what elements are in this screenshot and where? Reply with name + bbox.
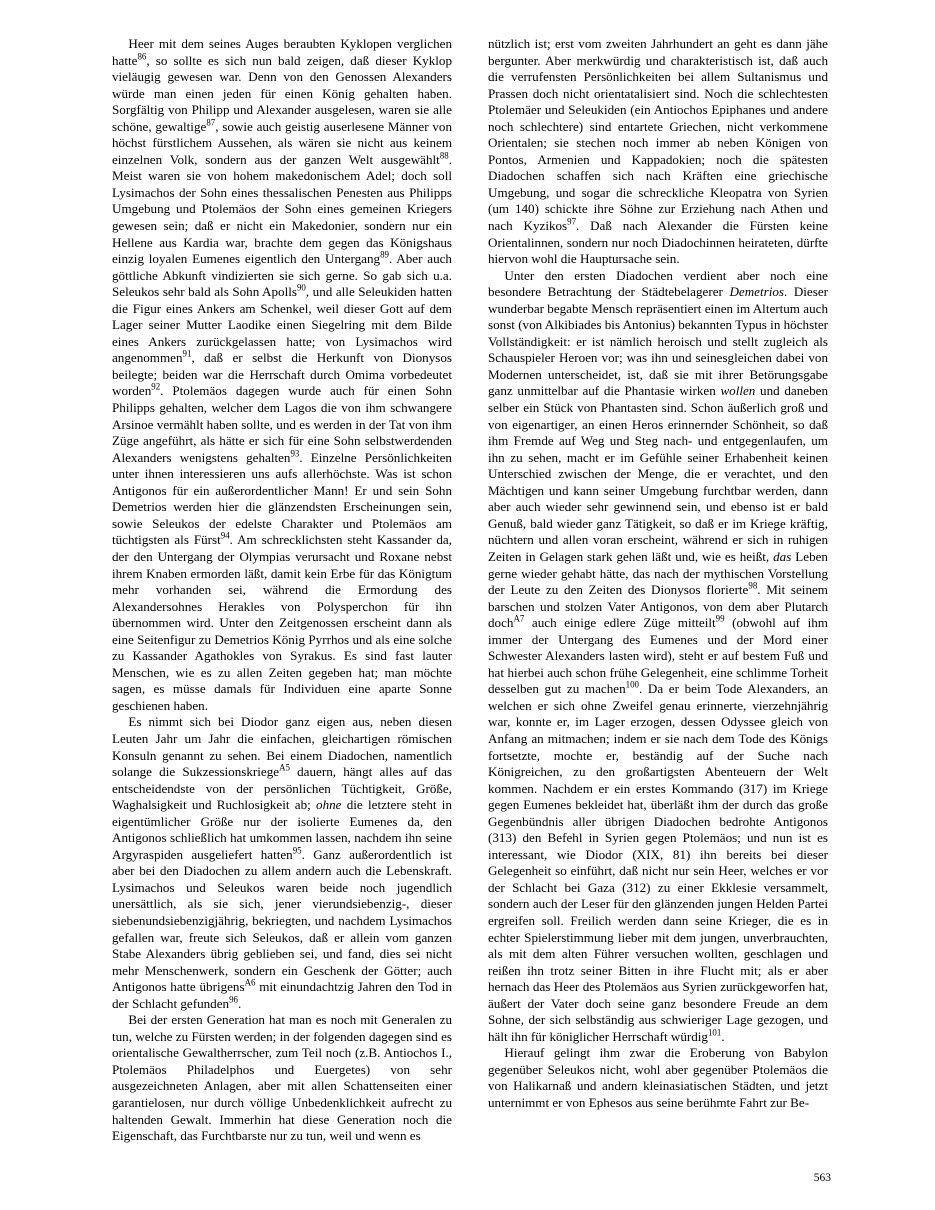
paragraph: Es nimmt sich bei Diodor ganz eigen aus, neben diesen Leuten Jahr um Jahr die einfachen, gleichartigen römischen Konsuln genannt zu sehen. Bei einem Diadochen, namentlich solange die Sukzessionskriege$^{A5}$ dauern, hängt alles auf das entscheidendste von der persönlichen Tüchtigkeit, Größe, Waghalsigkeit und Ruchlosigkeit ab; ohne die letztere steht in eigentümlicher Größe nur der isolierte Eumenes da, den Antigonos schließlich hat umkommen lassen, nachdem ihn seine Argyraspiden ausgeliefert hatten$^{95}$. Ganz außerordentlich ist aber bei den Diadochen zu allem andern auch die Lebenskraft. Lysimachos und Seleukos waren beide noch jugendlich unersättlich, als sie sich, jener vierundsiebenzig-, dieser siebenundsiebenzigjährig, bekriegten, und nachdem Lysimachos gefallen war, freute sich Seleukos, daß er allein vom ganzen Stabe Alexanders übrig geblieben sei, und fand, dies sei nicht mehr Menschenwerk, sondern ein Geschenk der Götter; auch Antigonos hatte übrigens$^{A6}$ mit einundachtzig Jahren den Tod in der Schlacht gefunden$^{96}$. bbox=[112, 714, 452, 1011]
page-number: 563 bbox=[813, 1172, 831, 1184]
paragraph: Bei der ersten Generation hat man es noch mit Generalen zu tun, welche zu Fürsten werden; in der folgenden dagegen sind es orientalische Gewaltherrscher, zum Teil noch (z.B. Antiochos I., Ptolemäos Philadelphos und Euergetes) von sehr ausgezeichneten Anlagen, aber mit allen Schattenseiten einer garantielosen, nur durch völlige Unbedenklichkeit aufrecht zu haltenden Gewalt. Immerhin hat diese Generation noch die Eigenschaft, das Furchtbarste nur zu tun, weil und wenn es bbox=[112, 1012, 452, 1144]
paragraph: Heer mit dem seines Auges beraubten Kyklopen verglichen hatte$^{86}$, so sollte es sich nun bald zeigen, daß dieser Kyklop vieläugig gewesen war. Denn von den Genossen Alexanders würde man einen jeden für einen König gehalten haben. Sorgfältig von Philipp und Alexander ausgelesen, waren sie alle schöne, gewaltige$^{87}$, sowie auch geistig auserlesene Männer von höchst fürstlichem Aussehen, als wären sie nicht aus keinem einzelnen Volk, sondern aus der ganzen Welt ausgewählt$^{88}$. Meist waren sie von hohem makedonischem Adel; doch soll Lysimachos der Sohn eines thessalischen Penesten aus Philipps Umgebung und Ptolemäos der Sohn eines gemeinen Kriegers gewesen sein; daß er nicht ein Makedonier, sondern nur ein Hellene aus Kardia war, brachte dem gegen das Königshaus einzig loyalen Eumenes eigentlich den Untergang$^{89}$. Aber auch göttliche Abkunft vindizierten sie sich gerne. So gab sich u.a. Seleukos sehr bald als Sohn Apolls$^{90}$, und alle Seleukiden hatten die Figur eines Ankers am Schenkel, weil dieser Gott auf dem Lager seiner Mutter Laodike einen Siegelring mit dem Bilde eines Ankers zurückgelassen hatte; von Lysimachos wird angenommen$^{91}$, daß er selbst die Herkunft von Dionysos beilegte; beiden war die Herrschaft durch Omima vorbedeutet worden$^{92}$. Ptolemäos dagegen wurde auch für einen Sohn Philipps gehalten, welcher dem Lagos die von ihm schwangere Arsinoe vermählt haben sollte, und es werden in der Tat von ihm Züge angeführt, als hätte er sich für eine Sohn selbstwerdenden Alexanders wenigstens gehalten$^{93}$. Einzelne Persönlichkeiten unter ihnen interessieren uns aufs allerhöchste. Was ist schon Antigonos für ein außerordentlicher Mann! Er und sein Sohn Demetrios werden hier die glänzendsten Erscheinungen sein, sowie Seleukos der edelste Charakter und Ptolemäos am tüchtigsten als Fürst$^{94}$. Am schrecklichsten steht Kassander da, der den Untergang der Olympias verursacht und Roxane nebst ihrem Knaben ermorden läßt, damit kein Erbe für das Königtum mehr vorhanden sei, während die Ermordung des Alexandersohnes Herakles von Polysperchon für ihn übernommen wird. Unter den Zeitgenossen erscheint dann als eine Seitenfigur zu Demetrios König Pyrrhos und als eine solche zu Kassander Agathokles von Syrakus. Es sind fast lauter Menschen, wie es zu allen Zeiten gegeben hat; man möchte sagen, es müsse damals für Individuen eine aparte Sonne geschienen haben. bbox=[112, 36, 452, 713]
paragraph: Hierauf gelingt ihm zwar die Eroberung von Babylon gegenüber Seleukos nicht, wohl aber gegenüber Ptolemäos die von Halikarnaß und andern kleinasiatischen Städten, und jetzt unternimmt er von Ephesos aus seine berühmte Fahrt zur Be- bbox=[488, 1045, 828, 1110]
right-column bbox=[488, 36, 828, 1158]
paragraph: Unter den ersten Diadochen verdient aber noch eine besondere Betrachtung der Städtebelagerer Demetrios. Dieser wunderbar begabte Mensch repräsentiert einen im Altertum auch sonst (von Alkibiades bis Antonius) bekannten Typus in höchster Vollständigkeit: er ist nämlich heroisch und stellt zugleich als Schauspieler Heroen vor; was ihn und seinesgleichen dabei von Modernen unterscheidet, ist, daß sie mit ihrer Betörungsgabe ganz unmittelbar auf die Phantasie wirken wollen und daneben selber ein Stück von Phantasten sind. Schon äußerlich groß und von eigenartiger, an einen Heros erinnernder Schönheit, so daß ihm Fremde auf Weg und Steg nach- und entgegenlaufen, um ihn zu sehen, macht er im Gefühle seiner Erhabenheit keinen Unterschied zwischen der Menge, die er verachtet, und den Mächtigen und kann seiner Umgebung furchtbar werden, dann aber auch wieder sehr gewinnend sein, und ebenso ist er bald Genuß, bald wieder ganz Tätigkeit, so daß er im Kriege kräftig, nüchtern und allen voran erscheint, während er sich in ruhigen Zeiten in Gelagen stark gehen läßt und, wie es heißt, das Leben gerne wieder gehabt hätte, das nach der mythischen Vorstellung der Leute zu den Zeiten des Dionysos florierte$^{98}$. Mit seinem barschen und stolzen Vater Antigonos, von dem aber Plutarch doch$^{A7}$ auch einige edlere Züge mitteilt$^{99}$ (obwohl auf ihm immer der Untergang des Eumenes und der Mord einer Schwester Alexanders lasten wird), steht er auf bestem Fuß und hat hierbei auch schon frühe Gelegenheit, eine schlimme Torheit desselben gut zu machen$^{100}$. Da er beim Tode Alexanders, an welchen er sich ohne Zweifel genau erinnerte, vierzehnjährig war, konnte er, im Lager erzogen, dessen Odyssee gleich von Anfang an mitmachen; indem er sie nach dem Tode des Königs fortsetzte, mochte er, beständig auf der Suche nach Königreichen, zu den großartigsten Abenteuern der Welt kommen. Nachdem er ein erstes Kommando (317) im Kriege gegen Eumenes bekleidet hat, überläßt ihm der durch das große Gegenbündnis aller übrigen Diadochen bedrohte Antigonos (313) den Befehl in Syrien gegen Ptolemäos; und nun ist es interessant, wie Diodor (XIX, 81) ihn bereits bei dieser Gelegenheit so einführt, daß nicht nur sein Heer, welches er vor der Schlacht bei Gaza (312) zu einer Ekklesie versammelt, sondern auch der Leser für den glänzenden jungen Helden Partei ergreifen soll. Freilich werden dann seine Krieger, die es in echter Spielerstimmung lieber mit dem jungen, unverbrauchten, als mit dem alten Führer versuchen wollten, geschlagen und reißen ihn trotz seiner Bitten in ihre Flucht mit; als er aber hernach das Heer des Ptolemäos aus Syrien zurückgeworfen hat, äußert der Vater doch seine ganz besondere Freude an dem Sohne, der sich selbständig aus schwieriger Lage gezogen, und hält ihn für königlicher Herrschaft würdig$^{101}$. bbox=[488, 267, 829, 1044]
left-column bbox=[112, 36, 452, 1158]
paragraph: nützlich ist; erst vom zweiten Jahrhundert an geht es dann jähe bergunter. Aber merkwürdig und charakteristisch ist, daß auch die verrufensten Persönlichkeiten bei allem Sultanismus und Prassen doch nicht orientatalisiert sind. Noch die schlechtesten Ptolemäer und Seleukiden (ein Antiochos Epiphanes und andere noch schlechtere) sind entartete Griechen, nicht verkommene Orientalen; sie stechen noch immer ab neben Königen von Pontos, Armenien und Kappadokien; noch die spätesten Diadochen schaffen sich nach Kräften eine griechische Umgebung, und sogar die schreckliche Kleopatra von Syrien (um 140) schickte ihre Söhne zur Erziehung nach Athen und nach Kyzikos$^{97}$. Daß nach Alexander die Fürsten keine Orientalinnen, sondern nur noch Diadochinnen heirateten, dürfte hiervon wohl die Hauptursache sein. bbox=[488, 36, 828, 267]
text-columns bbox=[112, 36, 831, 1158]
